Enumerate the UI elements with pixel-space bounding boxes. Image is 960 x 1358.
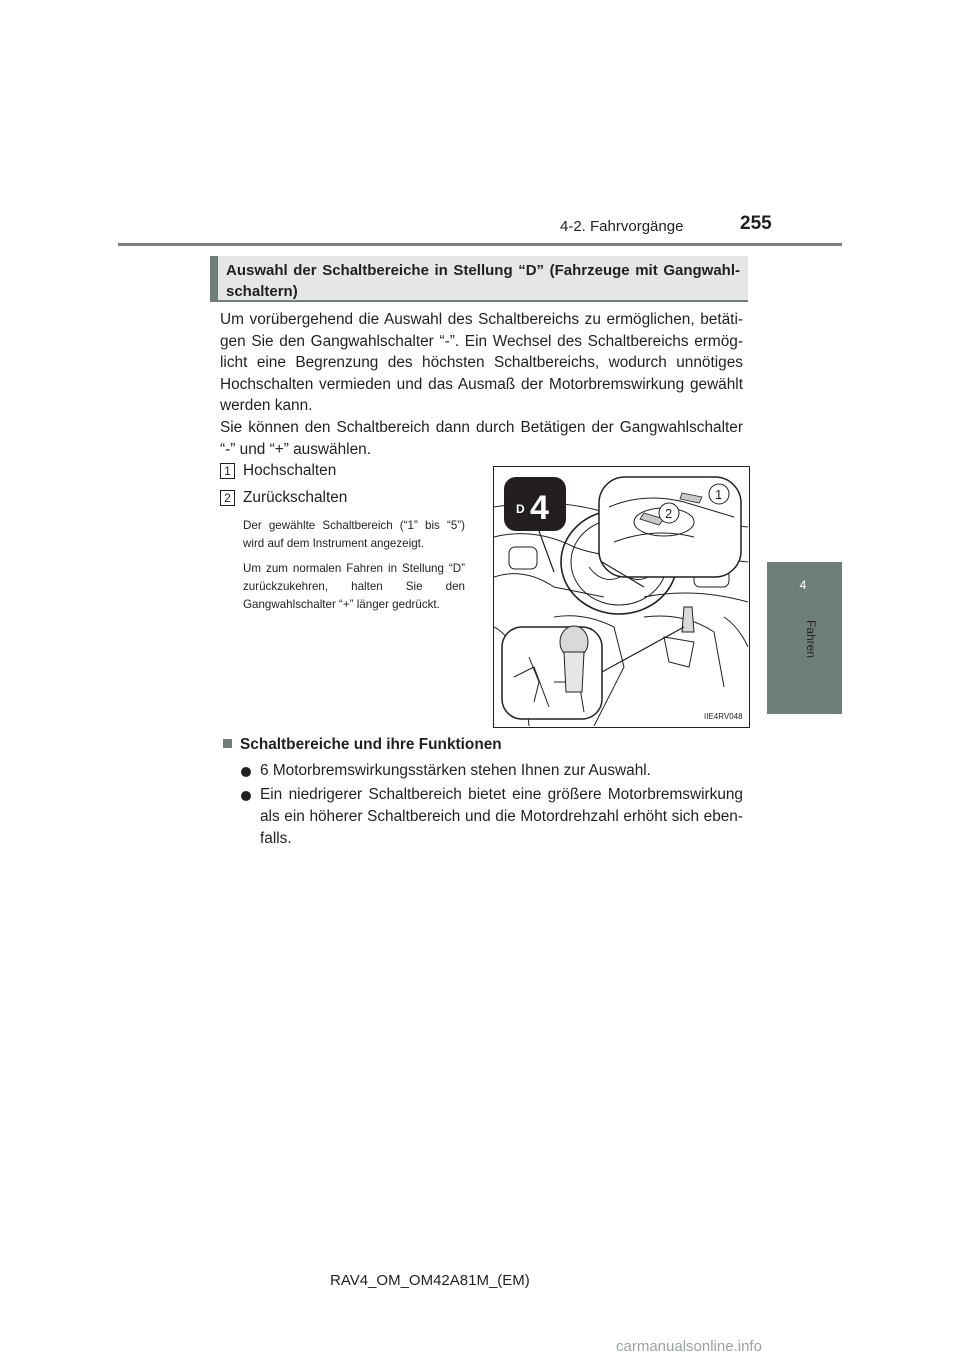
- display-digit: 4: [530, 489, 549, 527]
- square-bullet-icon: [223, 739, 232, 748]
- bullet-1-text: 6 Motorbremswirkungsstärken stehen Ihnen zur Auswahl.: [260, 762, 651, 779]
- page-number: 255: [740, 213, 772, 234]
- chapter-number: 4: [799, 578, 807, 592]
- chapter-label: Fahren: [804, 620, 818, 659]
- section-heading: Auswahl der Schaltbereiche in Stellung “D” (Fahrzeuge mit Gangwahl-schaltern): [210, 256, 748, 302]
- subsection-heading: [223, 736, 502, 754]
- bullet-dot-icon: [241, 791, 251, 801]
- bullet-2-text: Ein niedrigerer Schaltbereich bietet eine größere Motorbremswirkung als ein höherer Schaltbereich und die Motordrehzahl erhöht sich eben-falls.: [260, 786, 743, 847]
- bullet-dot-icon: [241, 767, 251, 777]
- document-code: RAV4_OM_OM42A81M_(EM): [330, 1272, 530, 1289]
- note-display: Der gewählte Schaltbereich (“1” bis “5”) wird auf dem Instrument angezeigt.: [243, 519, 465, 550]
- watermark: carmanualsonline.info: [616, 1338, 762, 1355]
- illustration-callout-2: 2: [665, 506, 673, 521]
- illustration-code: IIE4RV048: [704, 712, 743, 721]
- step-2-label: Zurückschalten: [243, 489, 348, 506]
- note-return-to-d: Um zum normalen Fahren in Stellung “D” zurückzukehren, halten Sie den Gangwahlschalter “+” länger gedrückt.: [243, 562, 465, 611]
- section-reference: 4-2. Fahrvorgänge: [560, 218, 684, 235]
- step-2-badge: 2: [220, 490, 235, 506]
- display-letter: D: [516, 502, 525, 516]
- subsection-title: Schaltbereiche und ihre Funktionen: [240, 736, 502, 753]
- step-1-badge: 1: [220, 463, 235, 479]
- header-divider: [118, 243, 842, 246]
- illustration-callout-1: 1: [715, 487, 723, 502]
- step-1-label: Hochschalten: [243, 462, 337, 479]
- shift-paddle-illustration: [493, 466, 750, 728]
- intro-paragraph-1: Um vorübergehend die Auswahl des Schaltbereichs zu ermöglichen, betäti-gen Sie den Gangwahlschalter “-”. Ein Wechsel des Schaltbereichs ermög-licht eine Begrenzung des höchsten Schaltbereichs, wodurch unnötiges Hochschalten vermieden und das Ausmaß der Motorbremswirkung gewählt werden kann.: [220, 311, 743, 414]
- intro-paragraph-2: Sie können den Schaltbereich dann durch Betätigen der Gangwahlschalter “-” und “+” auswählen.: [220, 419, 743, 458]
- illustration-drawing: [494, 467, 748, 726]
